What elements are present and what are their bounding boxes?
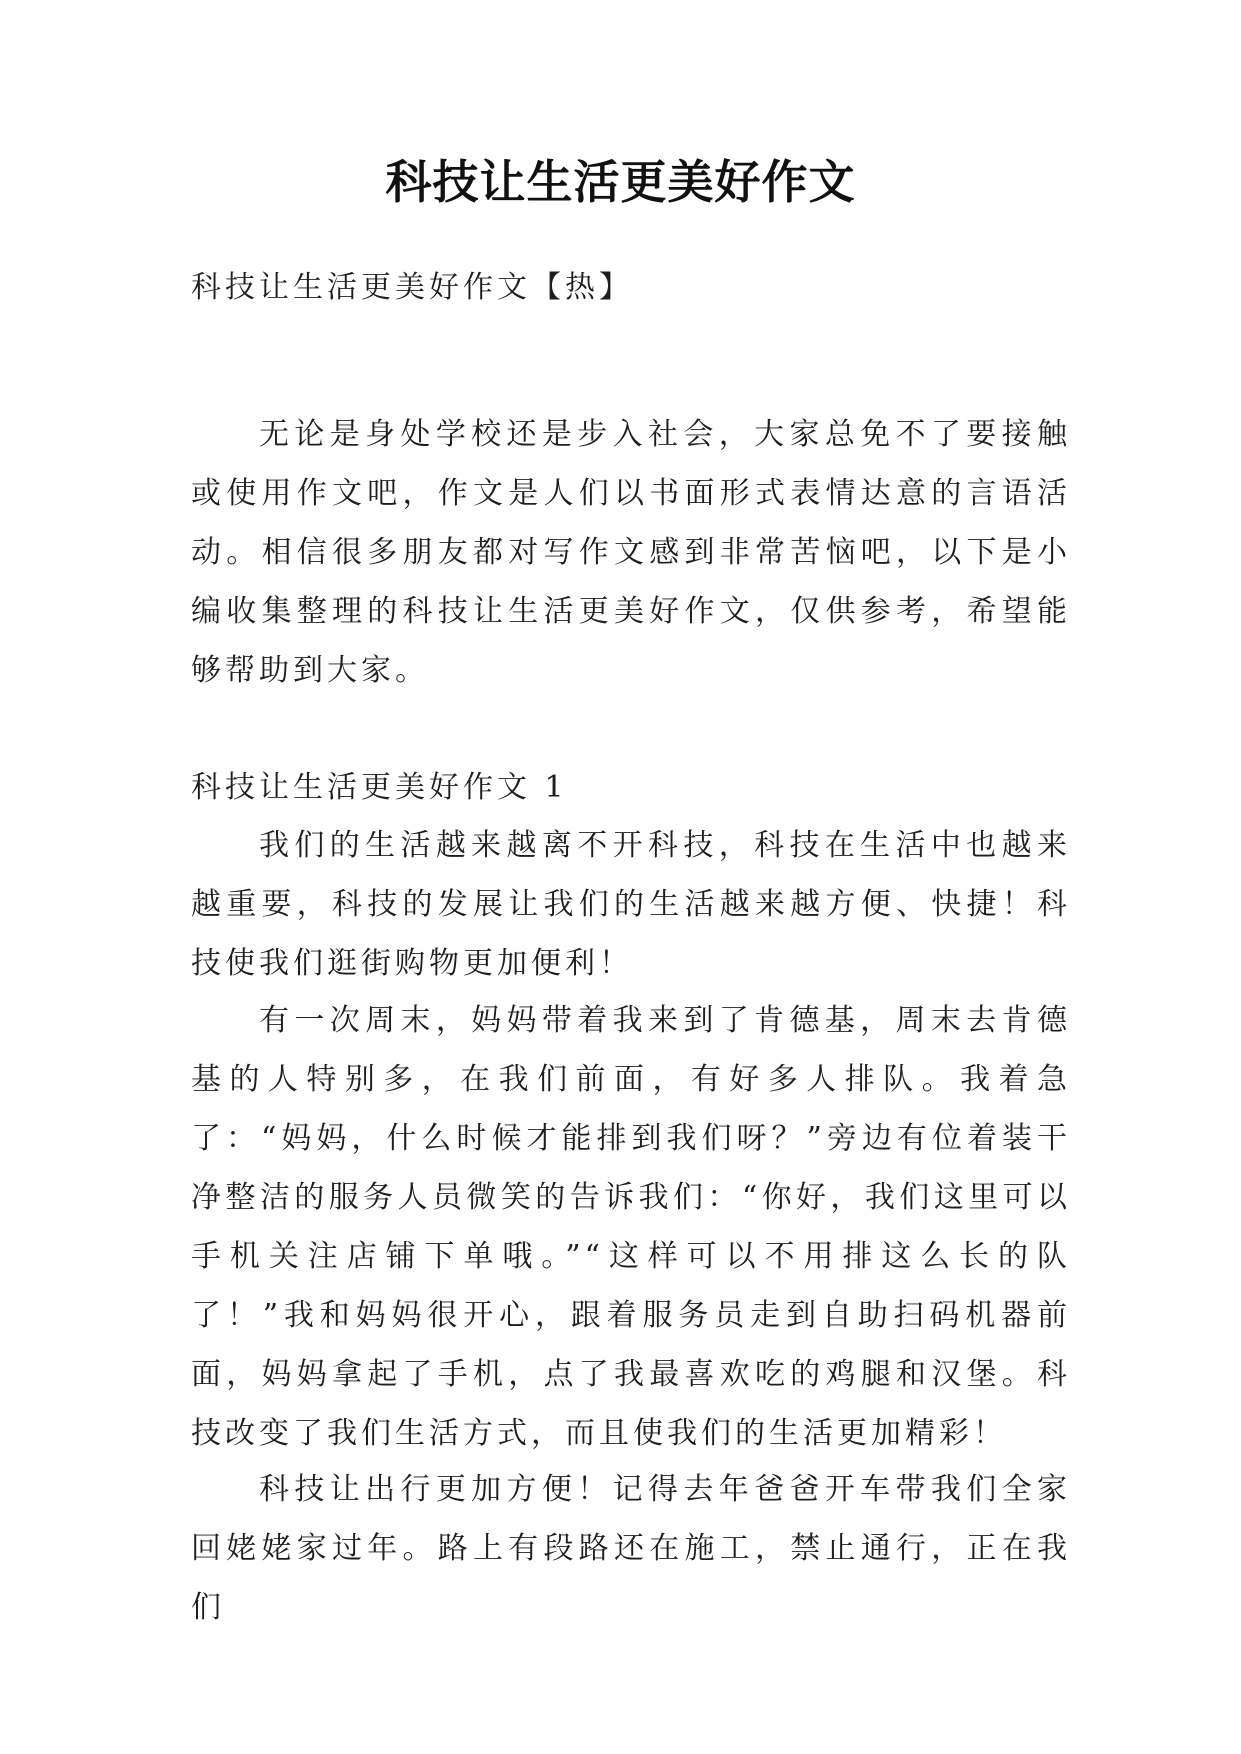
section-heading: 科技让生活更美好作文 1: [191, 770, 568, 805]
document-title: 科技让生活更美好作文: [385, 155, 856, 209]
body-paragraph: 我们的生活越来越离不开科技，科技在生活中也越来越重要，科技的发展让我们的生活越来越方便、快捷！科技使我们逛街购物更加便利！: [191, 828, 1071, 981]
body-paragraph: 科技让出行更加方便！记得去年爸爸开车带我们全家回姥姥家过年。路上有段路还在施工，禁止通行，正在我们: [191, 1472, 1071, 1625]
body-paragraph: 有一次周末，妈妈带着我来到了肯德基，周末去肯德基的人特别多，在我们前面，有好多人排队。我着急了：“妈妈，什么时候才能排到我们呀？”旁边有位着装干净整洁的服务人员微笑的告诉我们：“你好，我们这里可以手机关注店铺下单哦。”“这样可以不用排这么长的队了！”我和妈妈很开心，跟着服务员走到自助扫码机器前面，妈妈拿起了手机，点了我最喜欢吃的鸡腿和汉堡。科技改变了我们生活方式，而且使我们的生活更加精彩！: [191, 1003, 1071, 1451]
intro-paragraph: 无论是身处学校还是步入社会，大家总免不了要接触或使用作文吧，作文是人们以书面形式表情达意的言语活动。相信很多朋友都对写作文感到非常苦恼吧，以下是小编收集整理的科技让生活更美好作文，仅供参考，希望能够帮助到大家。: [191, 417, 1071, 688]
document-subtitle: 科技让生活更美好作文【热】: [191, 270, 633, 305]
